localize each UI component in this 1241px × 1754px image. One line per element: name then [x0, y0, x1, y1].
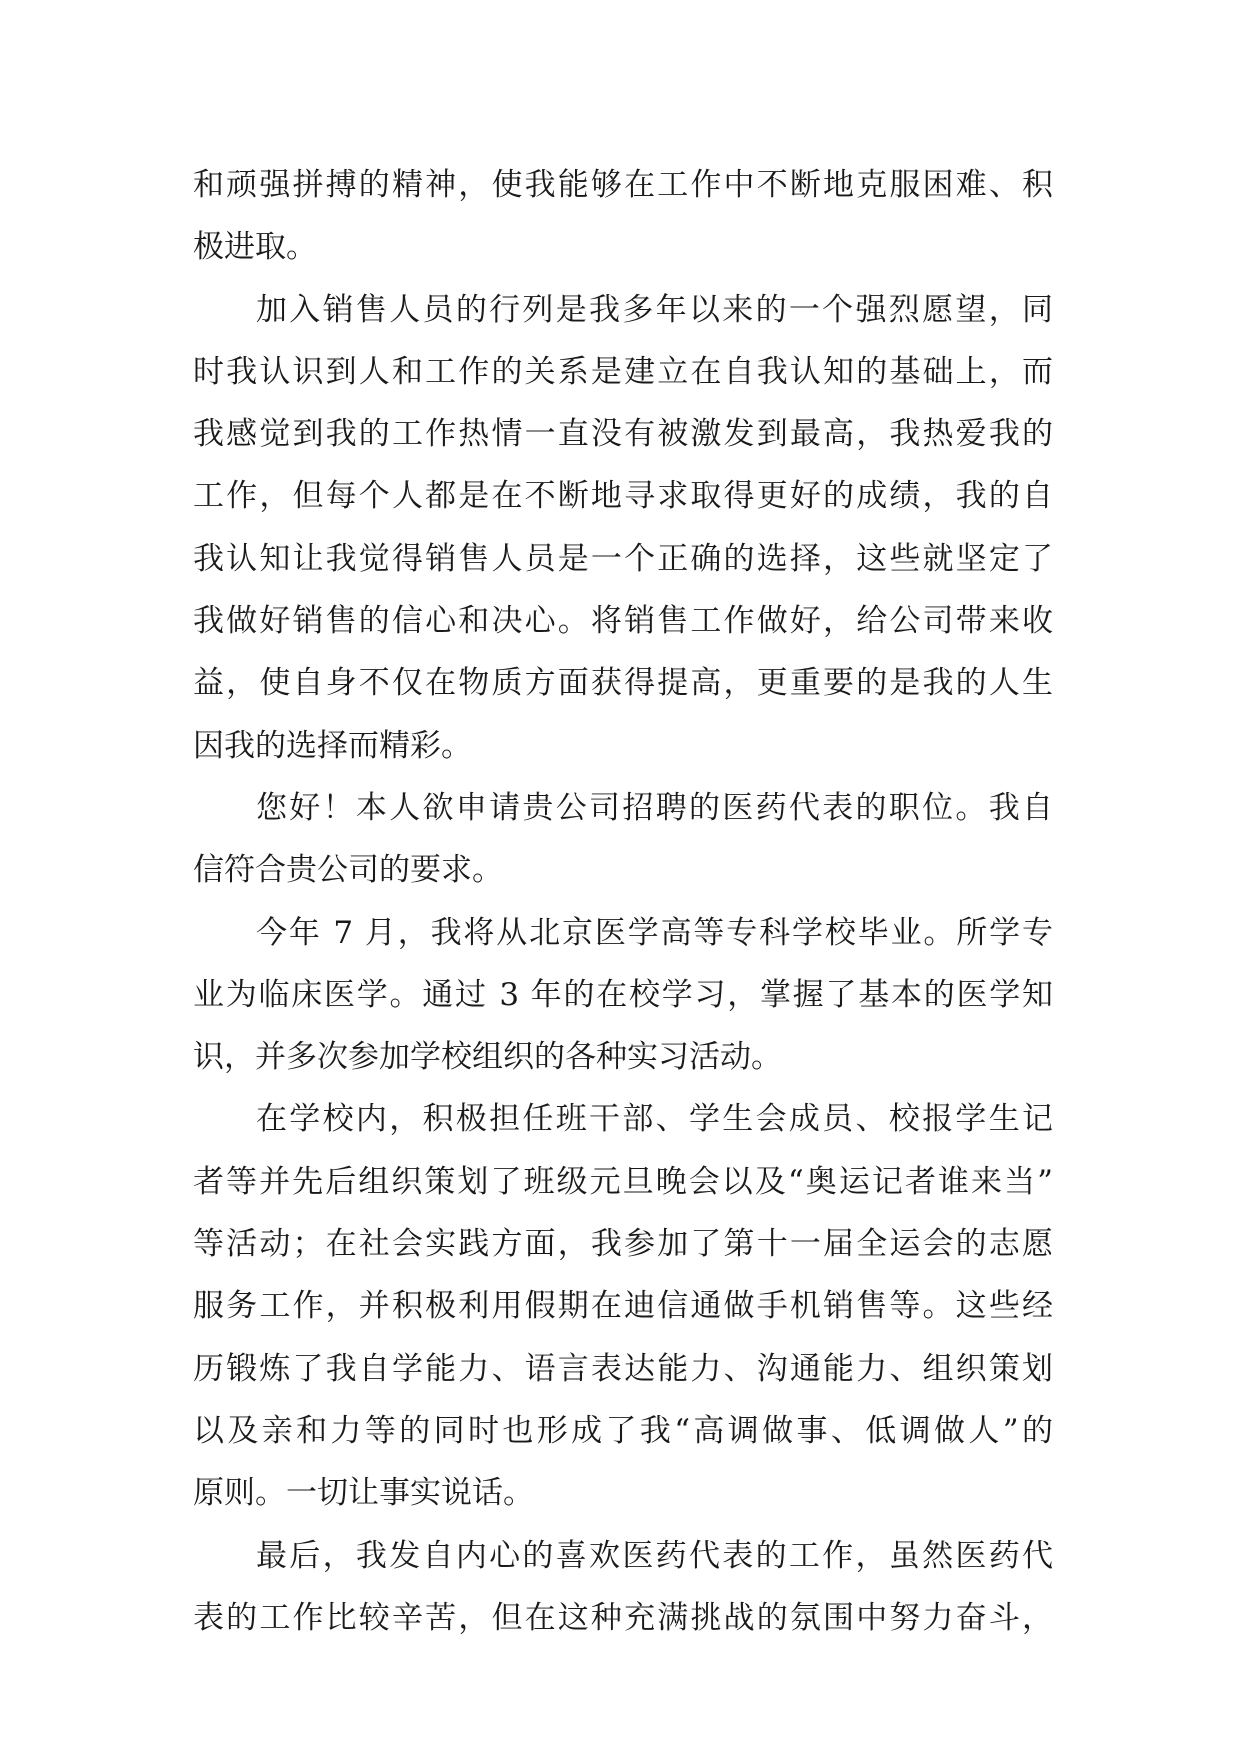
text-line: 最后，我发自内心的喜欢医药代表的工作，虽然医药代 — [256, 1537, 1053, 1574]
text-line: 服务工作，并积极利用假期在迪信通做手机销售等。这些经 — [193, 1288, 1053, 1325]
text-line: 因我的选择而精彩。 — [193, 727, 472, 764]
text-line: 历锻炼了我自学能力、语言表达能力、沟通能力、组织策划 — [193, 1350, 1053, 1387]
text-line: 等活动；在社会实践方面，我参加了第十一届全运会的志愿 — [193, 1226, 1053, 1263]
text-line: 和顽强拼搏的精神，使我能够在工作中不断地克服困难、积 — [193, 167, 1053, 203]
text-line: 以及亲和力等的同时也形成了我“高调做事、低调做人”的 — [193, 1412, 1053, 1449]
document-body — [193, 154, 1053, 1649]
text-line: 今年 7 月，我将从北京医学高等专科学校毕业。所学专 — [256, 914, 1053, 951]
text-line: 时我认识到人和工作的关系是建立在自我认知的基础上，而 — [193, 353, 1053, 390]
text-line: 我感觉到我的工作热情一直没有被激发到最高，我热爱我的 — [193, 416, 1053, 453]
text-line: 业为临床医学。通过 3 年的在校学习，掌握了基本的医学知 — [193, 976, 1053, 1013]
text-line: 您好！本人欲申请贵公司招聘的医药代表的职位。我自 — [256, 789, 1053, 826]
text-line: 信符合贵公司的要求。 — [193, 852, 503, 889]
text-line: 原则。一切让事实说话。 — [193, 1475, 534, 1512]
text-line: 者等并先后组织策划了班级元旦晚会以及“奥运记者谁来当” — [193, 1163, 1053, 1200]
text-line: 我做好销售的信心和决心。将销售工作做好，给公司带来收 — [193, 603, 1053, 640]
text-line: 工作，但每个人都是在不断地寻求取得更好的成绩，我的自 — [193, 478, 1053, 515]
text-line: 表的工作比较辛苦，但在这种充满挑战的氛围中努力奋斗， — [193, 1599, 1053, 1636]
text-line: 益，使自身不仅在物质方面获得提高，更重要的是我的人生 — [193, 665, 1053, 702]
text-line: 识，并多次参加学校组织的各种实习活动。 — [193, 1039, 782, 1076]
text-line: 我认知让我觉得销售人员是一个正确的选择，这些就坚定了 — [193, 540, 1053, 577]
text-line: 极进取。 — [193, 229, 317, 266]
text-line: 在学校内，积极担任班干部、学生会成员、校报学生记 — [256, 1101, 1053, 1138]
text-line: 加入销售人员的行列是我多年以来的一个强烈愿望，同 — [256, 291, 1053, 328]
